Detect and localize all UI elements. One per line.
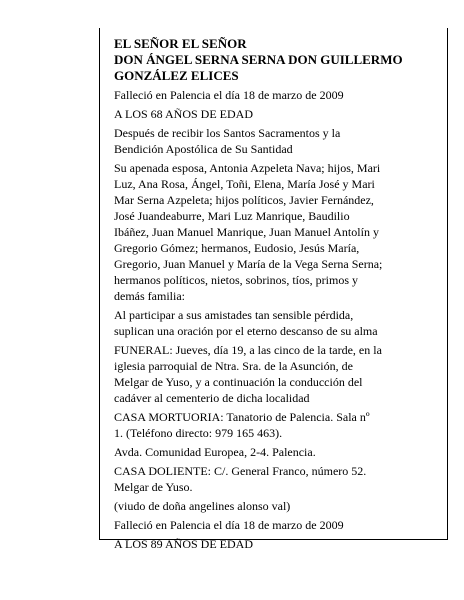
title-line-1: EL SEÑOR EL SEÑOR bbox=[114, 36, 247, 51]
death-date-1: Falleció en Palencia el día 18 de marzo de 2009 bbox=[114, 88, 344, 102]
widower-note: (viudo de doña angelines alonso val) bbox=[114, 499, 291, 513]
request-text: Al participar a sus amistades tan sensible pérdida, suplican una oración por el eterno descanso de su alma bbox=[114, 308, 378, 338]
mortuary-text: CASA MORTUORIA: Tanatorio de Palencia. Sala nº 1. (Teléfono directo: 979 165 463). bbox=[114, 410, 370, 440]
family-text: Su apenada esposa, Antonia Azpeleta Nava; hijos, Mari Luz, Ana Rosa, Ángel, Toñi, Elena, María José y Mari Mar Serna Azpeleta; hijos políticos, Javier Fernández, José Juandeaburre, Mari Luz Manrique, Baudilio Ibáñez, Juan Manuel Manrique, Juan Manuel Antolín y Gregorio Gómez; hermanos, Eudosio, Jesús María, Gregorio, Juan Manuel y María de la Vega Serna Serna; hermanos políticos, nietos, sobrinos, tíos, primos y demás familia: bbox=[114, 161, 383, 303]
death-date-2: Falleció en Palencia el día 18 de marzo de 2009 bbox=[114, 518, 344, 532]
mortuary-address: Avda. Comunidad Europea, 2-4. Palencia. bbox=[114, 445, 316, 459]
funeral-text: FUNERAL: Jueves, día 19, a las cinco de la tarde, en la iglesia parroquial de Ntra. Sra. de la Asunción, de Melgar de Yuso, y a continuación la conducción del cadáver al cementerio de dicha localidad bbox=[114, 343, 382, 405]
sacraments-text: Después de recibir los Santos Sacramentos y la Bendición Apostólica de Su Santidad bbox=[114, 126, 341, 156]
age-2: A LOS 89 AÑOS DE EDAD bbox=[114, 537, 254, 551]
deceased-names: DON ÁNGEL SERNA SERNA DON GUILLERMO GONZÁLEZ ELICES bbox=[114, 52, 403, 83]
mourning-house: CASA DOLIENTE: C/. General Franco, número 52. Melgar de Yuso. bbox=[114, 464, 367, 494]
obituary-notice bbox=[99, 28, 448, 551]
age-1: A LOS 68 AÑOS DE EDAD bbox=[114, 107, 254, 121]
